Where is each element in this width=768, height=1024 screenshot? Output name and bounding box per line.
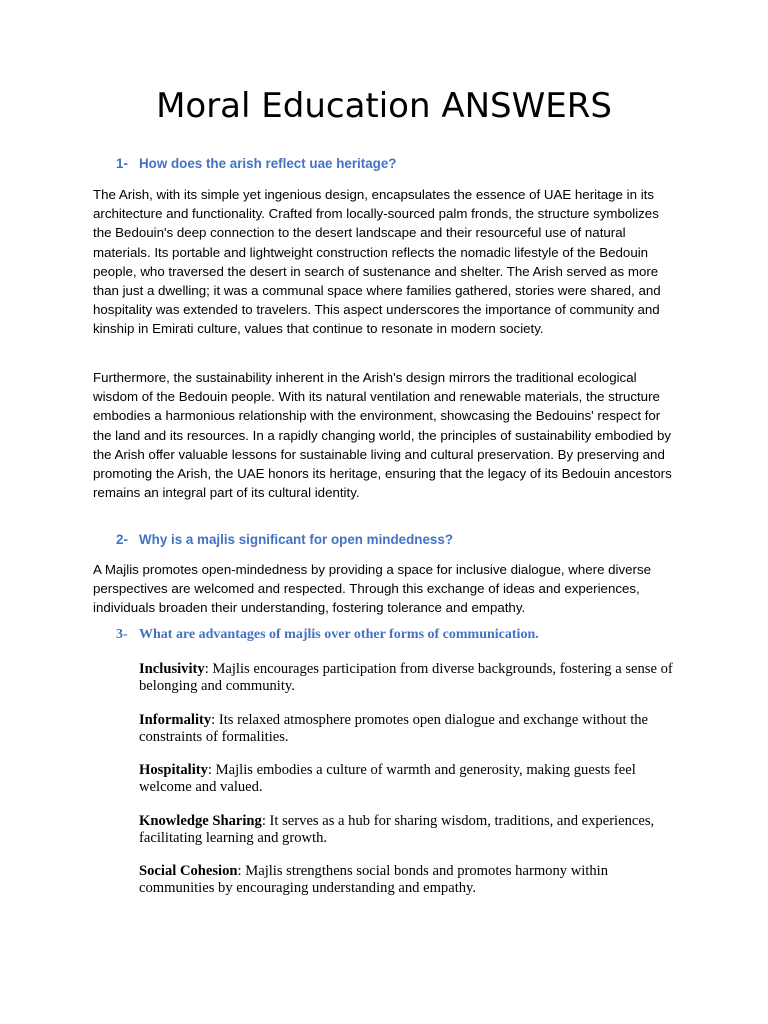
advantage-term: Knowledge Sharing — [139, 813, 262, 829]
question-1-text: How does the arish reflect uae heritage? — [139, 156, 397, 171]
advantage-description: : Majlis embodies a culture of warmth and generosity, making guests feel welcome and valued. — [139, 762, 636, 795]
advantage-term: Social Cohesion — [139, 863, 238, 879]
advantage-description: : Majlis strengthens social bonds and promotes harmony within communities by encouraging understanding and empathy. — [139, 863, 609, 896]
advantage-knowledge-sharing — [139, 813, 674, 847]
advantage-social-cohesion — [139, 863, 674, 897]
advantage-hospitality — [139, 762, 674, 796]
advantage-description: : Majlis encourages participation from diverse backgrounds, fostering a sense of belonging and community. — [139, 661, 673, 694]
question-1-heading — [116, 156, 396, 171]
question-2-text: Why is a majlis significant for open mindedness? — [139, 532, 453, 547]
answer-2-paragraph: A Majlis promotes open-mindedness by providing a space for inclusive dialogue, where diverse perspectives are welcomed and respected. Through this exchange of ideas and experiences, individuals broaden their understanding, fostering tolerance and empathy. — [93, 562, 652, 616]
answer-1-paragraph-2: Furthermore, the sustainability inherent in the Arish's design mirrors the traditional ecological wisdom of the Bedouin people. With its natural ventilation and renewable materials, the structure embodies a harmonious relationship with the environment, showcasing the Bedouins' respect for the land and its resources. In a rapidly changing world, the principles of sustainability embodied by the Arish offer valuable lessons for sustainable living and cultural preservation. By preserving and promoting the Arish, the UAE honors its heritage, ensuring that the legacy of its Bedouin ancestors remains an integral part of its cultural identity. — [93, 370, 672, 501]
advantage-term: Inclusivity — [139, 661, 205, 677]
question-2-heading — [116, 532, 453, 547]
advantage-description: : It serves as a hub for sharing wisdom, traditions, and experiences, facilitating learning and growth. — [139, 813, 655, 846]
advantage-informality — [139, 712, 674, 746]
question-3-number: 3- — [116, 627, 128, 642]
advantage-term: Informality — [139, 712, 212, 728]
answer-1-paragraph-1: The Arish, with its simple yet ingenious design, encapsulates the essence of UAE heritage in its architecture and functionality. Crafted from locally-sourced palm fronds, the structure symbolizes the Bedouin's deep connection to the desert landscape and their resourceful use of natural materials. Its portable and lightweight construction reflects the nomadic lifestyle of the Bedouin people, who traversed the desert in search of sustenance and shelter. The Arish served as more than just a dwelling; it was a communal space where families gathered, stories were shared, and hospitality was extended to travelers. This aspect underscores the importance of community and kinship in Emirati culture, values that continue to resonate in modern society. — [93, 187, 661, 337]
question-3-text: What are advantages of majlis over other forms of communication. — [139, 627, 539, 642]
question-3-heading — [116, 627, 539, 643]
question-1-number: 1- — [116, 156, 128, 171]
page-title: Moral Education ANSWERS — [156, 86, 612, 126]
question-2-number: 2- — [116, 532, 128, 547]
advantage-description: : Its relaxed atmosphere promotes open dialogue and exchange without the constraints of formalities. — [139, 712, 649, 745]
advantage-term: Hospitality — [139, 762, 208, 778]
advantage-inclusivity — [139, 661, 674, 695]
